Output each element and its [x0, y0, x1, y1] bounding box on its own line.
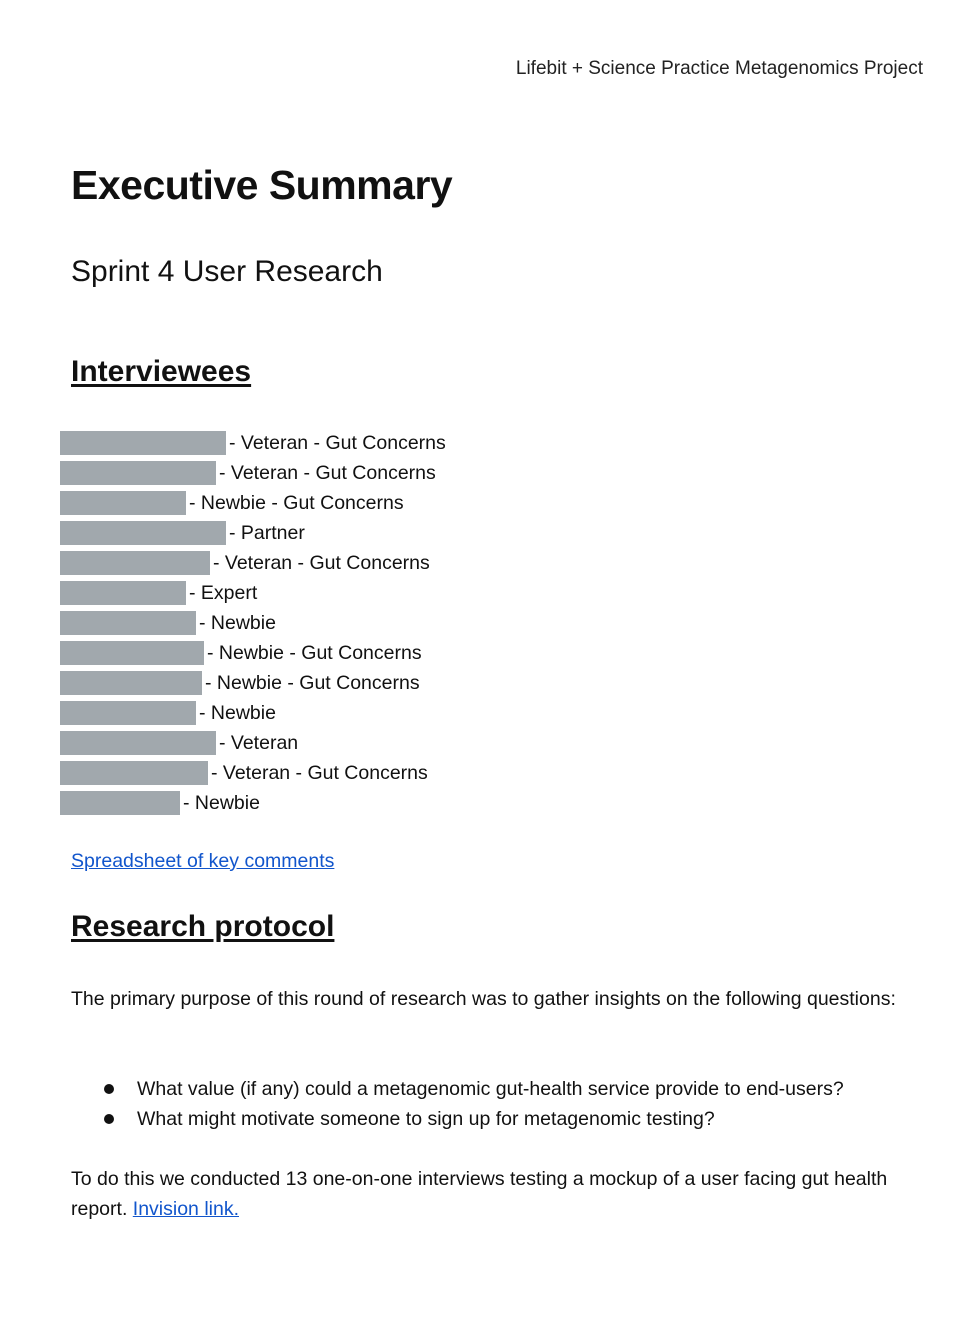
bullet-icon: [104, 1084, 114, 1094]
redacted-name: [60, 671, 202, 695]
interviewees-heading: Interviewees: [71, 355, 252, 388]
redacted-name: [60, 731, 216, 755]
research-question-text: What value (if any) could a metagenomic gut-health service provide to end-users?: [137, 1078, 844, 1100]
redacted-name: [60, 461, 216, 485]
research-question: [104, 1104, 844, 1134]
interviewee-row: [60, 548, 446, 578]
redacted-name: [60, 581, 186, 605]
interviewee-row: [60, 638, 446, 668]
redacted-name: [60, 431, 226, 455]
redacted-name: [60, 761, 208, 785]
interviewee-row: [60, 728, 446, 758]
interviewee-descriptor: - Newbie: [199, 611, 276, 634]
page-header: Lifebit + Science Practice Metagenomics Project: [515, 58, 923, 79]
interviewee-descriptor: - Veteran - Gut Concerns: [213, 551, 430, 574]
redacted-name: [60, 701, 196, 725]
interviewee-descriptor: - Newbie: [183, 791, 260, 814]
document-title: Executive Summary: [71, 162, 453, 208]
research-questions: [104, 1074, 844, 1134]
interviewee-row: [60, 788, 446, 818]
interviewee-row: [60, 668, 446, 698]
redacted-name: [60, 641, 204, 665]
interviewee-descriptor: - Partner: [229, 521, 305, 544]
redacted-name: [60, 551, 210, 575]
interviewee-row: [60, 758, 446, 788]
interviewee-row: [60, 518, 446, 548]
spreadsheet-link[interactable]: Spreadsheet of key comments: [71, 850, 335, 872]
protocol-intro: The primary purpose of this round of research was to gather insights on the following questions:: [71, 988, 896, 1010]
redacted-name: [60, 611, 196, 635]
interviewee-row: [60, 428, 446, 458]
interviewee-descriptor: - Veteran - Gut Concerns: [229, 431, 446, 454]
interviewee-descriptor: - Newbie - Gut Concerns: [205, 671, 420, 694]
method-text: To do this we conducted 13 one-on-one interviews testing a mockup of a user facing gut health report.: [71, 1168, 888, 1220]
research-question: [104, 1074, 844, 1104]
interviewee-descriptor: - Veteran - Gut Concerns: [211, 761, 428, 784]
interviewee-list: [60, 428, 446, 818]
method-paragraph: [71, 1164, 921, 1224]
invision-link[interactable]: Invision link.: [132, 1198, 239, 1220]
research-question-text: What might motivate someone to sign up for metagenomic testing?: [137, 1108, 715, 1130]
interviewee-descriptor: - Veteran - Gut Concerns: [219, 461, 436, 484]
redacted-name: [60, 521, 226, 545]
interviewee-descriptor: - Newbie - Gut Concerns: [207, 641, 422, 664]
interviewee-row: [60, 608, 446, 638]
interviewee-descriptor: - Expert: [189, 581, 258, 604]
research-protocol-heading: Research protocol: [71, 910, 335, 943]
interviewee-row: [60, 458, 446, 488]
interviewee-descriptor: - Newbie: [199, 701, 276, 724]
interviewee-row: [60, 698, 446, 728]
redacted-name: [60, 491, 186, 515]
interviewee-descriptor: - Veteran: [219, 731, 299, 754]
bullet-icon: [104, 1114, 114, 1124]
interviewee-row: [60, 488, 446, 518]
interviewee-descriptor: - Newbie - Gut Concerns: [189, 491, 404, 514]
document-subtitle: Sprint 4 User Research: [71, 255, 383, 288]
interviewee-row: [60, 578, 446, 608]
redacted-name: [60, 791, 180, 815]
